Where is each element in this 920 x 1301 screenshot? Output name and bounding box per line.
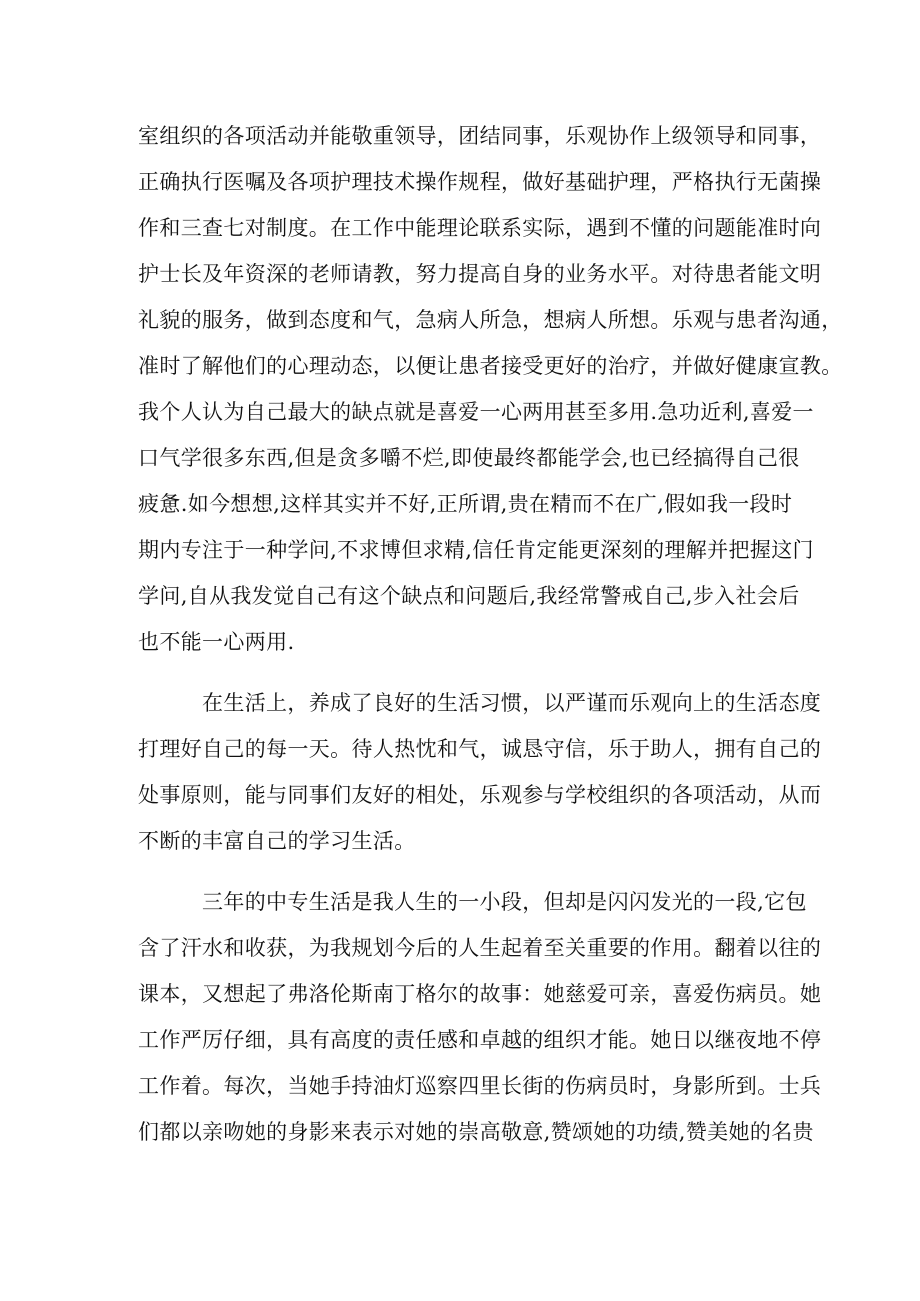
text-line: 工作着。每次，当她手持油灯巡察四里长街的伤病员时，身影所到。士兵 — [138, 1074, 822, 1098]
text-line: 学问,自从我发觉自己有这个缺点和问题后,我经常警戒自己,步入社会后 — [138, 584, 800, 608]
text-line: 含了汗水和收获，为我规划今后的人生起着至关重要的作用。翻着以往的 — [138, 936, 822, 960]
text-line: 不断的丰富自己的学习生活。 — [138, 829, 416, 853]
text-line: 口气学很多东西,但是贪多嚼不烂,即使最终都能学会,也已经搞得自己很 — [138, 446, 800, 470]
paragraph-first-line: 三年的中专生活是我人生的一小段，但却是闪闪发光的一段,它包 — [202, 890, 807, 914]
text-line: 护士长及年资深的老师请教，努力提高自身的业务水平。对待患者能文明 — [138, 262, 822, 286]
text-line: 处事原则，能与同事们友好的相处，乐观参与学校组织的各项活动，从而 — [138, 783, 822, 807]
text-line: 室组织的各项活动并能敬重领导，团结同事，乐观协作上级领导和同事， — [138, 124, 822, 148]
text-line: 们都以亲吻她的身影来表示对她的崇高敬意,赞颂她的功绩,赞美她的名贵 — [138, 1120, 814, 1144]
text-line: 礼貌的服务，做到态度和气，急病人所急，想病人所想。乐观与患者沟通， — [138, 308, 843, 332]
text-line: 打理好自己的每一天。待人热忱和气，诚恳守信，乐于助人，拥有自己的 — [138, 737, 822, 761]
text-line: 期内专注于一种学问,不求博但求精,信任肯定能更深刻的理解并把握这门 — [138, 538, 814, 562]
text-line: 我个人认为自己最大的缺点就是喜爱一心两用甚至多用.急功近利,喜爱一 — [138, 400, 814, 424]
text-line: 准时了解他们的心理动态，以便让患者接受更好的治疗，并做好健康宣教。 — [138, 354, 843, 378]
text-line: 课本，又想起了弗洛伦斯南丁格尔的故事：她慈爱可亲，喜爱伤病员。她 — [138, 982, 822, 1006]
paragraph-first-line: 在生活上，养成了良好的生活习惯，以严谨而乐观向上的生活态度 — [202, 691, 822, 715]
text-line: 工作严厉仔细，具有高度的责任感和卓越的组织才能。她日以继夜地不停 — [138, 1028, 822, 1052]
text-line: 也不能一心两用. — [138, 630, 295, 654]
text-line: 疲惫.如今想想,这样其实并不好,正所谓,贵在精而不在广,假如我一段时 — [138, 492, 793, 516]
text-line: 正确执行医嘱及各项护理技术操作规程，做好基础护理，严格执行无菌操 — [138, 170, 822, 194]
text-line: 作和三查七对制度。在工作中能理论联系实际，遇到不懂的问题能准时向 — [138, 216, 822, 240]
